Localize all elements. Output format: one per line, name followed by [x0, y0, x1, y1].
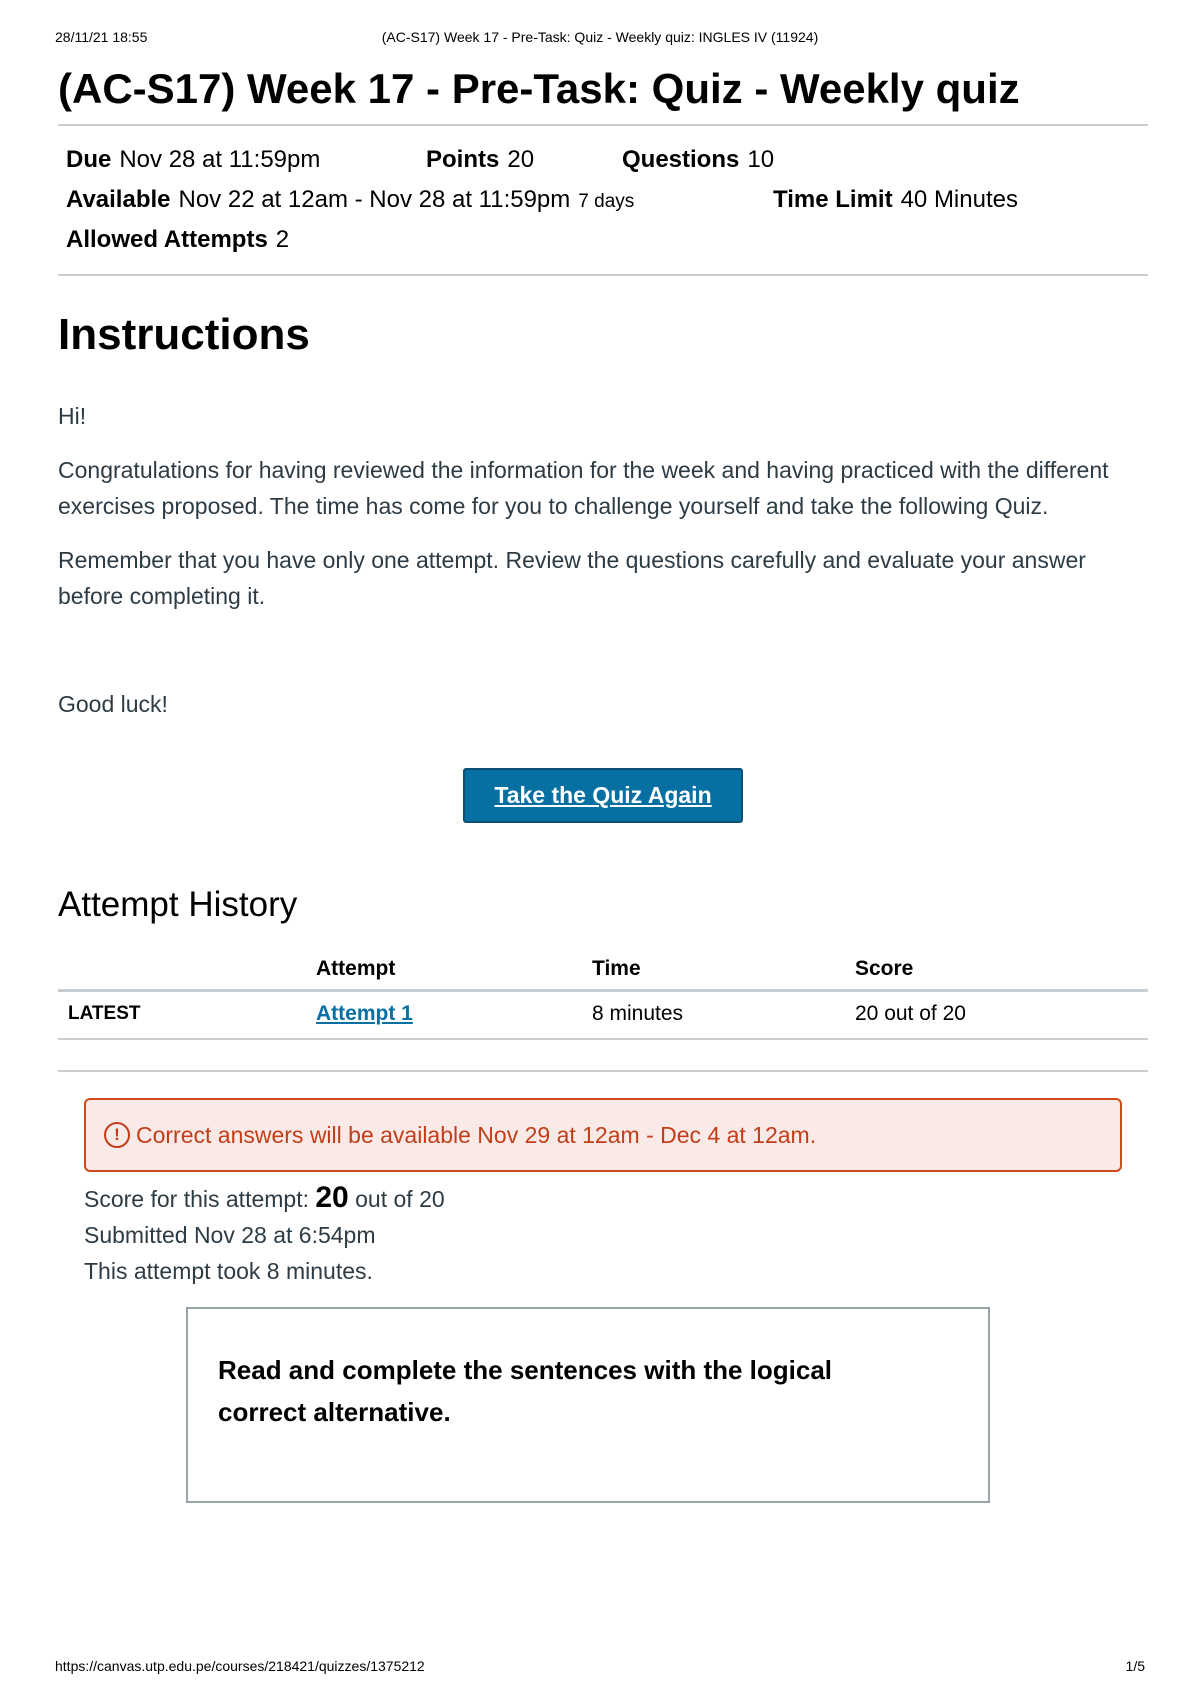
- available-days: 7 days: [578, 191, 635, 212]
- attempt-history-table: [58, 949, 1148, 1040]
- due-label: Due: [66, 146, 112, 173]
- points-label: Points: [426, 146, 500, 173]
- column-header: Attempt: [306, 949, 582, 991]
- questions-value: 10: [747, 146, 775, 173]
- available-label: Available: [66, 186, 171, 213]
- time-limit-label: Time Limit: [773, 186, 893, 213]
- table-row: [58, 991, 1148, 1040]
- question-text: Read and complete the sentences with the logical correct alternative.: [218, 1355, 833, 1427]
- column-header: [58, 949, 306, 991]
- take-quiz-wrapper: [58, 768, 1148, 823]
- points-value: 20: [507, 146, 535, 173]
- score-value: 20: [315, 1181, 349, 1214]
- divider: [58, 274, 1148, 276]
- score-line: [84, 1180, 1148, 1217]
- divider: [58, 1070, 1148, 1072]
- instructions-heading: Instructions: [58, 310, 310, 359]
- instructions-body: [58, 398, 1148, 722]
- available-value: Nov 22 at 12am - Nov 28 at 11:59pm: [178, 186, 571, 213]
- allowed-attempts-value: 2: [275, 226, 290, 253]
- alert-text: Correct answers will be available Nov 29 at 12am - Dec 4 at 12am.: [136, 1121, 817, 1148]
- due-info: [66, 146, 426, 174]
- attempt-score: 20 out of 20: [845, 991, 1148, 1040]
- greeting-text: Hi!: [58, 403, 87, 429]
- print-page-number: 1/5: [1125, 1658, 1145, 1674]
- column-header: Score: [845, 949, 1148, 991]
- duration-text: This attempt took 8 minutes.: [84, 1258, 373, 1284]
- quiz-details: [58, 126, 1148, 274]
- latest-label: LATEST: [58, 991, 306, 1040]
- instructions-paragraph: Congratulations for having reviewed the information for the week and having practiced with the different exercises proposed. The time has come for you to challenge yourself and take the following Quiz.: [58, 457, 1109, 519]
- points-info: [426, 146, 622, 174]
- score-label: Score for this attempt:: [84, 1186, 309, 1212]
- instructions-paragraph: Remember that you have only one attempt. Review the questions carefully and evaluate your answer before completing it.: [58, 547, 1086, 609]
- print-url: https://canvas.utp.edu.pe/courses/218421/quizzes/1375212: [55, 1658, 425, 1674]
- table-header-row: [58, 949, 1148, 991]
- attempt-link[interactable]: Attempt 1: [316, 1002, 413, 1025]
- print-footer: [55, 1658, 1145, 1674]
- time-limit-value: 40 Minutes: [900, 186, 1018, 213]
- question-box: [186, 1307, 990, 1503]
- warning-circle-icon: !: [104, 1122, 130, 1148]
- print-page-title: (AC-S17) Week 17 - Pre-Task: Quiz - Weekly quiz: INGLES IV (11924): [381, 29, 819, 45]
- available-info: [66, 186, 773, 214]
- time-limit-info: [773, 186, 1018, 214]
- questions-label: Questions: [622, 146, 740, 173]
- quiz-content: [58, 60, 1148, 1503]
- questions-info: [622, 146, 774, 174]
- attempt-time: 8 minutes: [582, 991, 845, 1040]
- due-value: Nov 28 at 11:59pm: [119, 146, 321, 173]
- allowed-attempts-info: [66, 226, 289, 254]
- attempt-history-heading: Attempt History: [58, 885, 298, 924]
- allowed-attempts-label: Allowed Attempts: [66, 226, 268, 253]
- column-header: Time: [582, 949, 845, 991]
- correct-answers-alert: [84, 1098, 1122, 1172]
- print-datetime: 28/11/21 18:55: [55, 29, 148, 45]
- page-title: (AC-S17) Week 17 - Pre-Task: Quiz - Weekly quiz: [58, 65, 1020, 112]
- closing-text: Good luck!: [58, 691, 168, 717]
- score-suffix: out of 20: [355, 1186, 445, 1212]
- take-quiz-again-button[interactable]: Take the Quiz Again: [463, 768, 743, 823]
- attempt-info: [84, 1180, 1148, 1289]
- submitted-text: Submitted Nov 28 at 6:54pm: [84, 1222, 376, 1248]
- print-header: [55, 29, 1145, 45]
